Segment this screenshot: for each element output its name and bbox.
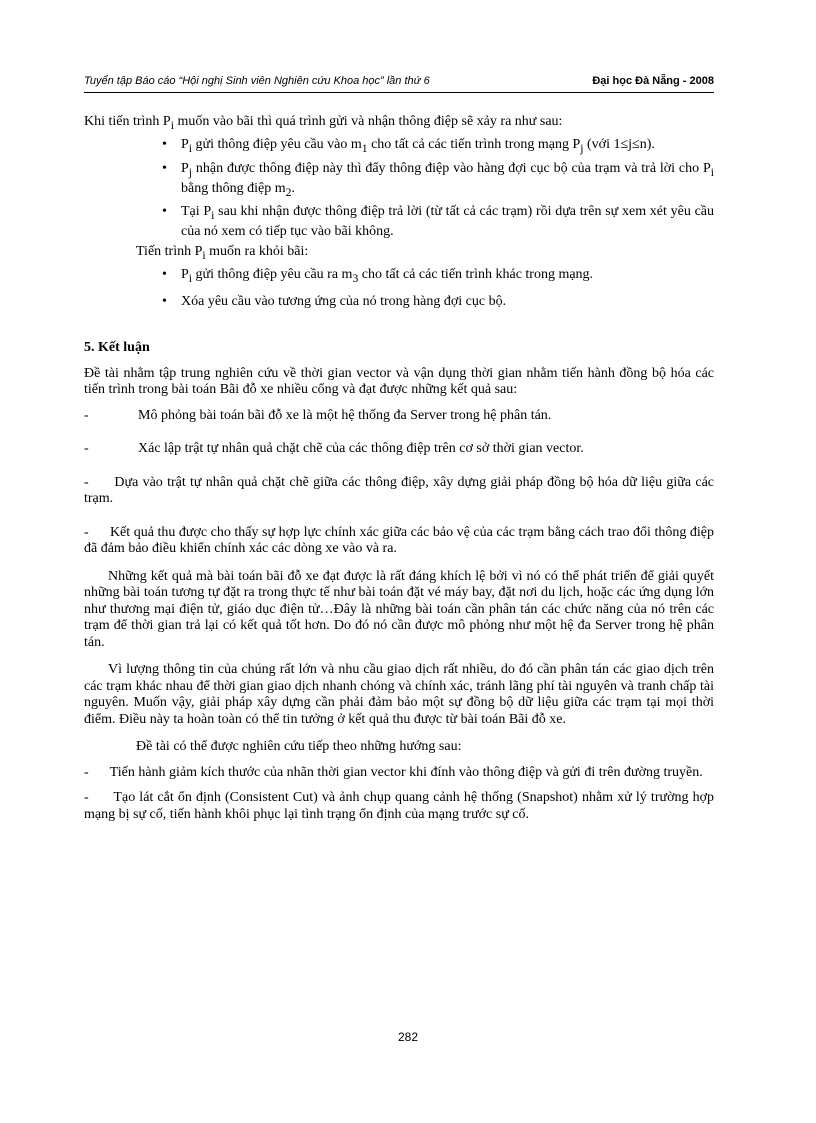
bullet-icon: • (162, 160, 167, 176)
page-body (84, 114, 714, 823)
paragraph: Vì lượng thông tin của chúng rất lớn và nhu cầu giao dịch rất nhiều, do đó cần phân tán các giao dịch trên các trạm khác nhau để thời gian giao dịch nhanh chóng và chính xác, tránh lãng phí tài nguyên và tranh chấp tài nguyên. Muốn vậy, giải pháp xây dựng cần phải đảm bảo một sự đồng bộ dữ liệu giữa các trạm tại mọi thời điểm. Điều này ta hoàn toàn có thể tin tưởng ở kết quả thu được từ bài toán Bãi đỗ xe. (84, 662, 714, 727)
dash-marker: - (84, 441, 89, 457)
bullet-icon: • (162, 137, 167, 153)
future-intro: Đề tài có thể được nghiên cứu tiếp theo những hướng sau: (136, 739, 462, 755)
list-item: • Xóa yêu cầu vào tương ứng của nó trong hàng đợi cục bộ. (162, 293, 507, 309)
exit-intro: Tiến trình $P_i$ muốn ra khỏi bãi: (136, 243, 309, 262)
dash-marker: - (84, 524, 110, 540)
bullet-icon: • (162, 267, 167, 283)
dash-marker: - (84, 474, 115, 490)
list-item: • $P_i$ gửi thông điệp yêu cầu ra $m_3$ cho tất cả các tiến trình khác trong mạng. (162, 267, 594, 286)
header-institution: Đại học Đà Nẵng - 2008 (592, 75, 714, 87)
list-item: - Mô phỏng bài toán bãi đỗ xe là một hệ thống đa Server trong hệ phân tán. (84, 407, 552, 423)
bullet-icon: • (162, 204, 167, 220)
list-item: - Xác lập trật tự nhân quả chặt chẽ của các thông điệp trên cơ sở thời gian vector. (84, 441, 584, 457)
intro-paragraph: Khi tiến trình $P_i$ muốn vào bãi thì quá trình gửi và nhận thông điệp sẽ xảy ra như sau: (84, 114, 563, 132)
dash-marker: - (84, 764, 110, 780)
section-heading: 5. Kết luận (84, 340, 150, 356)
list-item: • $P_i$ gửi thông điệp yêu cầu vào $m_1$ cho tất cả các tiến trình trong mạng $P_j$ (với 1≤j≤n). (162, 137, 655, 156)
list-item: - Kết quả thu được cho thấy sự hợp lực chính xác giữa các bảo vệ của các trạm bằng cách trao đổi thông điệp đã đảm bảo điều khiển chính xác các dòng xe vào và ra. (84, 524, 714, 557)
paragraph: Những kết quả mà bài toán bãi đỗ xe đạt được là rất đáng khích lệ bởi vì nó có thể phát triển để giải quyết những bài toán tương tự đặt ra trong thực tế như bài toán đặt vé máy bay, đặt nơi du lịch, hoặc các ứng dụng lớn như thương mại điện tử, giáo dục điện tử…Đây là những bài toán cần phân tán các chức năng của nó trên các trạm để thời gian trả lại có kết quả tốt hơn. Do đó nó cần được mô phỏng như một hệ đa Server trong hệ phân tán. (84, 568, 714, 650)
list-item: - Tiến hành giảm kích thước của nhãn thời gian vector khi đính vào thông điệp và gửi đi trên đường truyền. (84, 764, 703, 780)
conclusion-intro: Đề tài nhằm tập trung nghiên cứu về thời gian vector và vận dụng thời gian nhằm tiến hành đồng bộ hóa các tiến trình trong bài toán Bãi đỗ xe nhiều cổng và đạt được những kết quả sau: (84, 365, 714, 398)
page-number: 282 (397, 1030, 419, 1044)
running-header (84, 74, 714, 93)
list-item: • Tại $P_i$ sau khi nhận được thông điệp trả lời (từ tất cả các trạm) rồi dựa trên sự xem xét yêu cầu của nó xem có tiếp tục vào bãi không. (162, 204, 714, 240)
bullet-icon: • (162, 293, 167, 309)
header-title: Tuyển tập Báo cáo “Hội nghị Sinh viên Nghiên cứu Khoa học” lần thứ 6 (84, 75, 430, 87)
list-item: - Tạo lát cắt ổn định (Consistent Cut) và ảnh chụp quang cảnh hệ thống (Snapshot) nhằm xử lý trường hợp mạng bị sự cố, tiến hành khôi phục lại tình trạng ổn định của mạng trước sự cố. (84, 790, 714, 822)
dash-marker: - (84, 790, 114, 806)
dash-marker: - (84, 407, 89, 423)
list-item: - Dựa vào trật tự nhân quả chặt chẽ giữa các thông điệp, xây dựng giải pháp đồng bộ hóa dữ liệu giữa các trạm. (84, 474, 714, 507)
list-item: • $P_j$ nhận được thông điệp này thì đẩy thông điệp vào hàng đợi cục bộ của trạm và trả lời cho $P_i$ bằng thông điệp $m_2$. (162, 160, 714, 199)
